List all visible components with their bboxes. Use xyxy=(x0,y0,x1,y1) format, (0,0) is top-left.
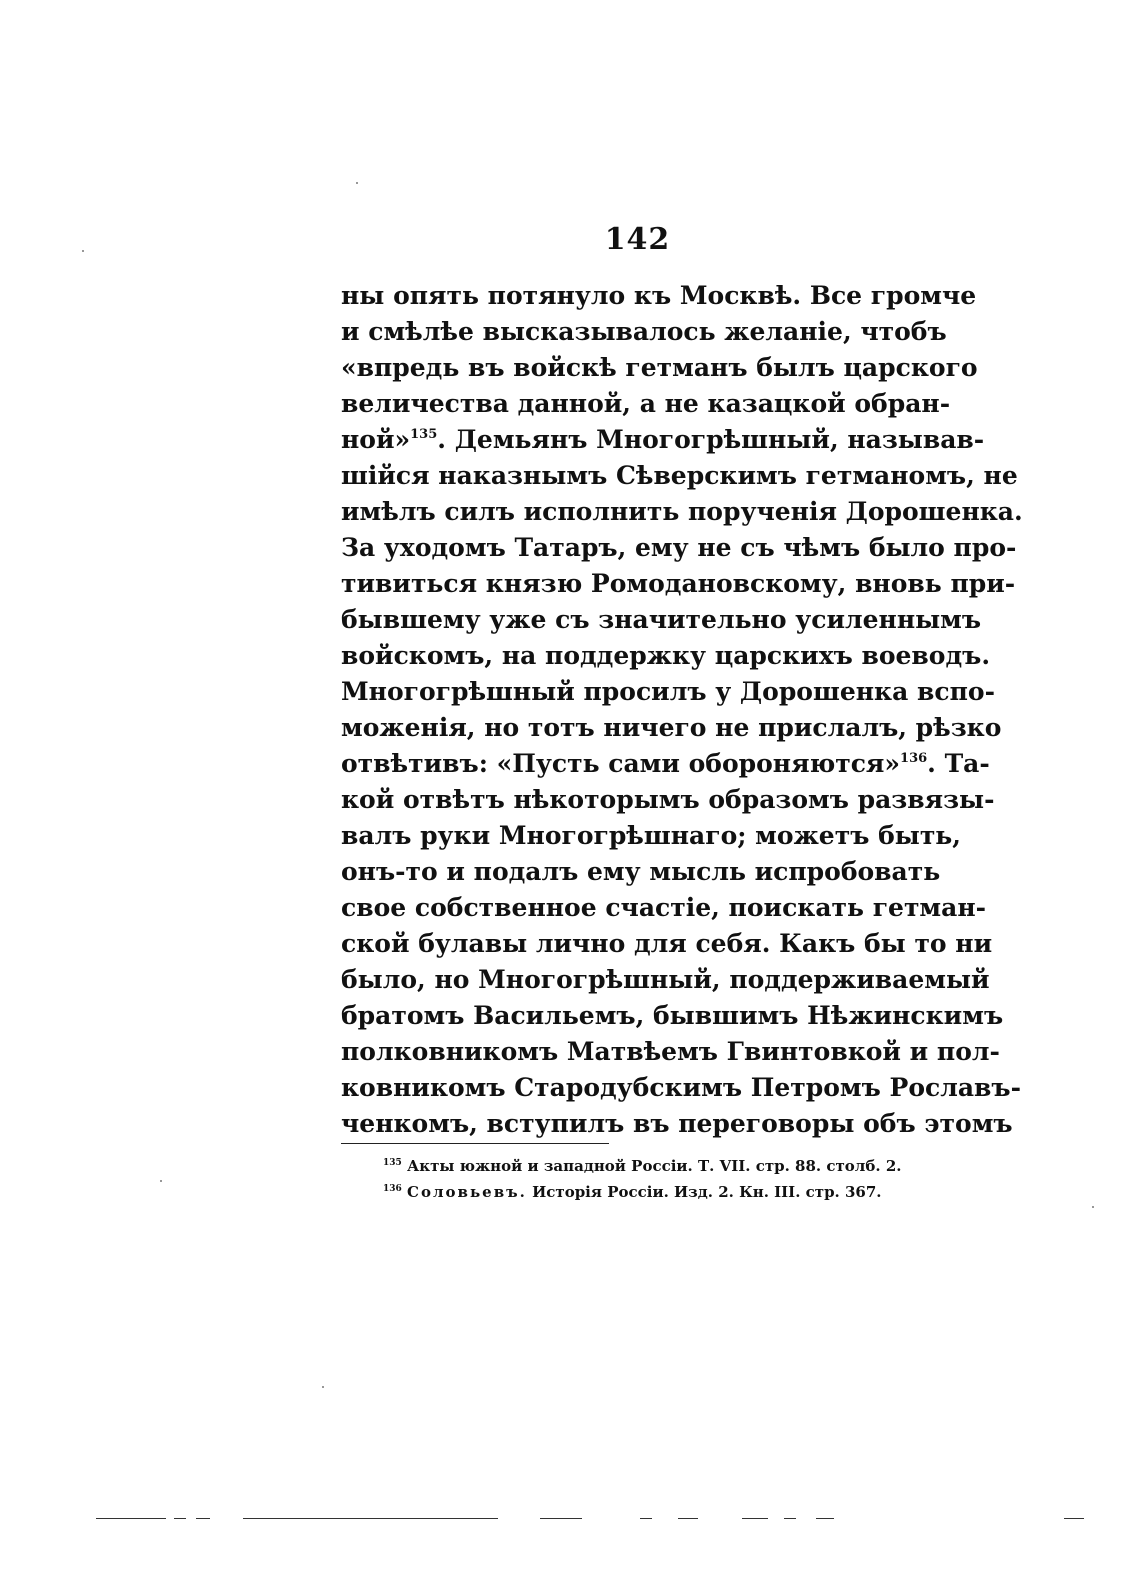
text-line-9: тивиться князю Ромодановскому, вновь при- xyxy=(341,569,1016,598)
text-line-22: полковникомъ Матвѣемъ Гвинтовкой и пол- xyxy=(341,1037,1000,1066)
scan-mark xyxy=(196,1518,210,1519)
footnote-ref-135[interactable]: 135 xyxy=(410,427,438,442)
text-line-2: и смѣлѣе высказывалось желаніе, чтобъ xyxy=(341,317,947,346)
text-line-20: было, но Многогрѣшный, поддерживаемый xyxy=(341,965,990,994)
text-line-7: имѣлъ силъ исполнить порученія Дорошенка. xyxy=(341,497,1023,526)
footnote-136-author: Соловьевъ. xyxy=(407,1183,527,1201)
footnotes xyxy=(383,1153,943,1205)
scan-speck xyxy=(322,1386,324,1388)
footnote-136 xyxy=(383,1179,943,1205)
scan-speck xyxy=(1092,1206,1094,1208)
scan-mark xyxy=(678,1518,698,1519)
text-line-13: моженія, но тотъ ничего не прислалъ, рѣзко xyxy=(341,713,1002,742)
text-line-5 xyxy=(341,422,985,458)
text-line-15: кой отвѣтъ нѣкоторымъ образомъ развязы- xyxy=(341,785,995,814)
footnote-135 xyxy=(383,1153,943,1179)
text-line-10: бывшему уже съ значительно усиленнымъ xyxy=(341,605,982,634)
text-line-1: ны опять потянуло къ Москвѣ. Все громче xyxy=(341,281,977,310)
footnote-136-text: Исторія Россіи. Изд. 2. Кн. III. стр. 367. xyxy=(532,1183,882,1201)
scan-speck xyxy=(356,182,358,184)
scan-mark xyxy=(540,1518,582,1519)
text-line-23: ковникомъ Стародубскимъ Петромъ Рославъ- xyxy=(341,1073,1021,1102)
footnote-marker-136: 136 xyxy=(383,1184,402,1194)
scan-speck xyxy=(160,1180,162,1182)
footnote-135-text: Акты южной и западной Россіи. Т. VII. стр. 88. столб. 2. xyxy=(407,1157,902,1175)
text-line-21: братомъ Васильемъ, бывшимъ Нѣжинскимъ xyxy=(341,1001,1004,1030)
scan-mark xyxy=(1064,1518,1084,1519)
scan-mark xyxy=(816,1518,834,1519)
text-line-14 xyxy=(341,746,990,782)
scan-mark xyxy=(96,1518,166,1519)
text-line-14-end: . Та- xyxy=(927,749,990,778)
text-line-19: ской булавы лично для себя. Какъ бы то ни xyxy=(341,929,993,958)
text-line-4: величества данной, а не казацкой обран- xyxy=(341,389,951,418)
scan-mark xyxy=(742,1518,768,1519)
text-line-5-start: ной» xyxy=(341,425,411,454)
text-line-24: ченкомъ, вступилъ въ переговоры объ этомъ xyxy=(341,1109,1013,1138)
text-line-5-end: . Демьянъ Многогрѣшный, называв- xyxy=(437,425,985,454)
text-line-11: войскомъ, на поддержку царскихъ воеводъ. xyxy=(341,641,991,670)
text-line-18: свое собственное счастіе, поискать гетман- xyxy=(341,893,987,922)
text-line-16: валъ руки Многогрѣшнаго; можетъ быть, xyxy=(341,821,961,850)
scan-mark xyxy=(174,1518,186,1519)
page-number: 142 xyxy=(604,222,671,257)
scan-edge-marks xyxy=(0,1518,1140,1530)
text-line-17: онъ-то и подалъ ему мысль испробовать xyxy=(341,857,941,886)
footnote-ref-136[interactable]: 136 xyxy=(900,751,928,766)
text-line-8: За уходомъ Татаръ, ему не съ чѣмъ было про- xyxy=(341,533,1017,562)
text-line-12: Многогрѣшный просилъ у Дорошенка вспо- xyxy=(341,677,995,706)
scan-mark xyxy=(640,1518,652,1519)
scan-mark xyxy=(243,1518,498,1519)
footnote-marker-135: 135 xyxy=(383,1158,402,1168)
scan-mark xyxy=(784,1518,796,1519)
body-text xyxy=(341,278,1023,1142)
scan-speck xyxy=(82,250,84,252)
text-line-6: шійся наказнымъ Сѣверскимъ гетманомъ, не xyxy=(341,461,1018,490)
footnote-divider xyxy=(341,1143,609,1144)
text-line-3: «впредь въ войскѣ гетманъ былъ царского xyxy=(341,353,978,382)
text-line-14-start: отвѣтивъ: «Пусть сами обороняются» xyxy=(341,749,901,778)
